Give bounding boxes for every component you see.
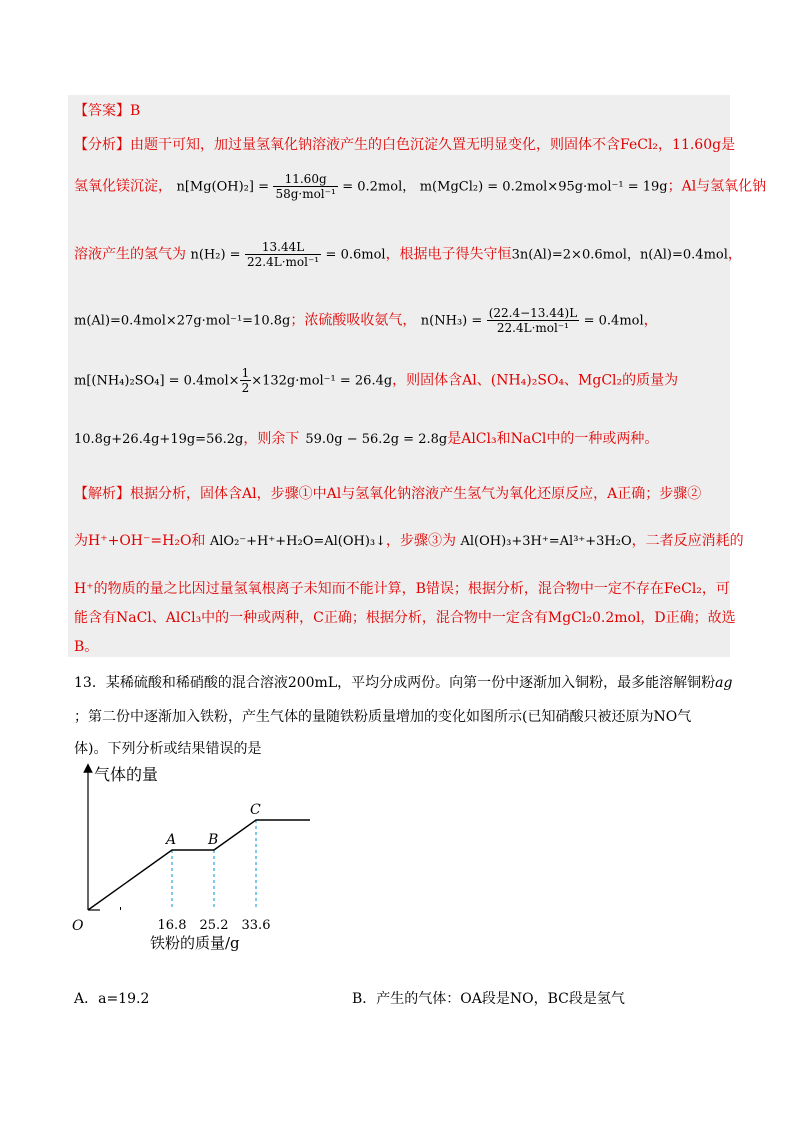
answer-line [74,100,140,120]
fraction: $\frac{11.60g}{\text{58g·mol⁻¹}}$ [275,172,336,201]
point-label: A [166,832,177,848]
explain-line-5: B。 [74,639,99,655]
fraction: $\frac{1}{2}$ [241,366,250,395]
question-line-3: 体)。下列分析或结果错误的是 [74,741,262,757]
gas-volume-chart [70,762,310,962]
answer-tag: 【答案】 [74,103,130,119]
question-line-1: 13．某稀硫酸和稀硝酸的混合溶液200mL，平均分成两份。向第一份中逐渐加入铜粉，最多能溶解铜粉ag [74,675,733,691]
question-line-2: ；第二份中逐渐加入铁粉，产生气体的量随铁粉质量增加的变化如图所示(已知硝酸只被还原为NO气 [74,709,692,725]
analysis-line-3: 溶液产生的氢气为 n(H₂) = $\frac{13.44L}{\text{22.4L·mol⁻¹}}$ = 0.6mol，根据电子得失守恒3n(Al)=2×0.6mol，n(Al)=0.4mol， [74,240,742,269]
chart-axes [88,768,121,910]
x-axis-label: 铁粉的质量/g [150,934,240,952]
origin-label: O [72,918,84,934]
answer-value: B [130,103,141,119]
explain-line-3: H⁺的物质的量之比因过量氢氧根离子未知而不能计算，B错误；根据分析，混合物中一定不存在FeCl₂，可 [74,581,730,597]
point-label: B [208,832,219,848]
option-a: A．a=19.2 [74,991,150,1007]
data-line [88,820,310,910]
y-axis-label: 气体的量 [94,765,159,784]
analysis-line-6: 10.8g+26.4g+19g=56.2g，则余下 59.0g − 56.2g = 2.8g是AlCl₃和NaCl中的一种或两种。 [74,431,659,447]
analysis-line-1: 【分析】由题干可知，加过量氢氧化钠溶液产生的白色沉淀久置无明显变化，则固体不含FeCl₂，11.60g是 [74,137,736,153]
x-tick-label: 25.2 [199,918,229,933]
explain-line-4: 能含有NaCl、AlCl₃中的一种或两种，C正确；根据分析，混合物中一定含有MgCl₂0.2mol，D正确；故选 [74,610,736,626]
chart-curve [88,820,310,910]
x-tick-label: 16.8 [157,918,187,933]
fraction: $\frac{13.44L}{\text{22.4L·mol⁻¹}}$ [247,240,320,269]
analysis-line-4: m(Al)=0.4mol×27g·mol⁻¹=10.8g；浓硫酸吸收氨气， n(NH₃) = $\frac{(22.4-13.44)L}{\text{22.4L·mol⁻¹}}$ = 0.4mol， [74,306,658,335]
explain-line-1: 【解析】根据分析，固体含Al，步骤①中Al与氢氧化钠溶液产生氢气为氧化还原反应，A正确；步骤② [74,486,702,502]
chart-labels [72,765,270,952]
point-label: C [250,802,261,818]
analysis-line-2: 氢氧化镁沉淀， n[Mg(OH)₂] = $\frac{11.60g}{\text{58g·mol⁻¹}}$ = 0.2mol， m(MgCl₂) = 0.2mol×95g·mol⁻¹ = 19g；Al与氢氧化钠 [74,172,767,201]
analysis-line-5: m[(NH₄)₂SO₄] = 0.4mol× $\frac{1}{2}$ ×132g·mol⁻¹ = 26.4g，则固体含Al、(NH₄)₂SO₄、MgCl₂的质量为 [74,366,679,395]
analysis-tag: 【分析】 [74,137,130,153]
option-b: B．产生的气体：OA段是NO，BC段是氢气 [352,991,625,1007]
explain-line-2: 为H⁺+OH⁻=H₂O和 AlO₂⁻+H⁺+H₂O=Al(OH)₃↓，步骤③为 Al(OH)₃+3H⁺=Al³⁺+3H₂O，二者反应消耗的 [74,533,744,549]
fraction: $\frac{(22.4-13.44)L}{\text{22.4L·mol⁻¹}}$ [488,306,578,335]
explain-tag: 【解析】 [74,486,130,502]
x-tick-label: 33.6 [241,918,271,933]
